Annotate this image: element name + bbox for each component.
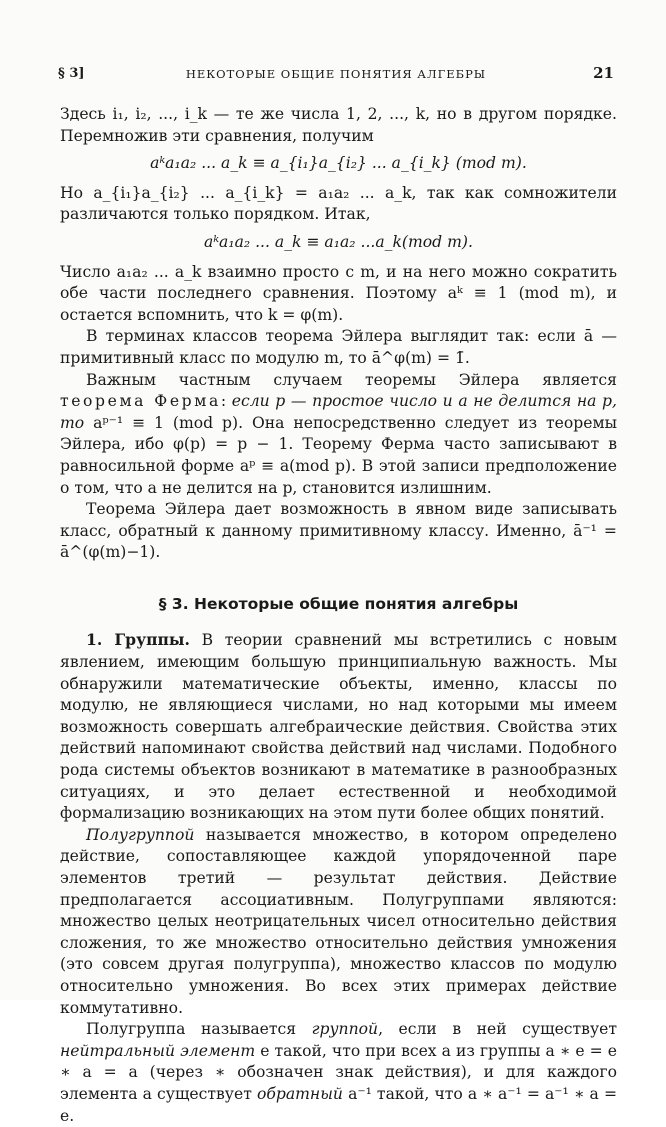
group-def-c: e такой, что при всех a из группы a ∗ e = e ∗ a = a (через ∗ обозначен знак действия), и для каждого элемента a существует (60, 1041, 617, 1103)
paragraph-2: Но a_{i₁}a_{i₂} ... a_{i_k} = a₁a₂ ... a_k, так как сомножители различаются только порядком. Итак, (60, 183, 617, 224)
formula-2: aᵏa₁a₂ ... a_k ≡ a₁a₂ ...a_k(mod m). (204, 232, 473, 251)
semigroup-definition (60, 825, 617, 1019)
p5-rest: aᵖ⁻¹ ≡ 1 (mod p). Она непосредственно следует из теоремы Эйлера, ибо φ(p) = p − 1. Теорему Ферма часто записывают в равносильной форме aᵖ ≡ a(mod p). В этой записи предположение о том, что a не делится на p, становится излишним. (60, 413, 617, 497)
section-title: § 3. Некоторые общие понятия алгебры (158, 594, 519, 613)
groups-paragraph-1 (60, 629, 617, 824)
group-definition (60, 1019, 617, 1127)
page-number: 21 (593, 64, 614, 82)
p5-intro: Важным частным случаем теоремы Эйлера является (86, 370, 617, 389)
paragraph-5: Важным частным случаем теоремы Эйлера является теорема Ферма: если p — простое число и a не делится на p, то aᵖ⁻¹ ≡ 1 (mod p). Она непосредственно следует из теоремы Эйлера, ибо φ(p) = p − 1. Теорему Ферма часто записывают в равносильной форме aᵖ ≡ a(mod p). В этой записи предположение о том, что a не делится на p, становится излишним. (60, 370, 617, 497)
group-def-b: , если в ней существует (378, 1020, 617, 1039)
group-def-a: Полугруппа называется (86, 1020, 297, 1039)
fermat-statement: если p — простое число и a не делится на p, то (60, 392, 617, 432)
semigroup-text: называется множество, в котором определено действие, сопоставляющее каждой упорядоченной паре элементов третий — результат действия. Действие предполагается ассоциативным. Полугруппами являются: множество целых неотрицательных чисел относительно действия сложения, то же множество относительно действия умножения (это совсем другая полугруппа), множество классов по модулю относительно умножения. Во всех этих примерах действие коммутативно. (60, 825, 617, 1017)
paragraph-6: Теорема Эйлера дает возможность в явном виде записывать класс, обратный к данному примитивному классу. Именно, ā⁻¹ = ā^(φ(m)−1). (60, 500, 617, 562)
inverse-term: обратный (256, 1084, 343, 1103)
group-def-d: a⁻¹ такой, что a ∗ a⁻¹ = a⁻¹ ∗ a = e. (60, 1084, 618, 1125)
groups-p7: В теории сравнений мы встретились с новым явлением, имеющим большую принципиальную важность. Мы обнаружили математические объекты, именно, классы по модулю, не являющиеся числами, но над которыми мы имеем возможность совершать алгебраические действия. Свойства этих действий напоминают свойства действий над числами. Подобного рода системы объектов возникают в математике в разнообразных ситуациях, и это делает естественной и необходимой формализацию возникающих на этом пути более общих понятий. (60, 631, 617, 823)
paragraph-4: В терминах классов теорема Эйлера выглядит так: если ā — примитивный класс по модулю m, то ā^φ(m) = 1̄. (60, 327, 617, 367)
page-header (58, 66, 614, 86)
paragraph-3: Число a₁a₂ ... a_k взаимно просто с m, и на него можно сократить обе части последнего сравнения. Поэтому aᵏ ≡ 1 (mod m), и остается вспомнить, что k = φ(m). (60, 262, 617, 324)
groups-heading: 1. Группы. (86, 630, 190, 650)
running-title: НЕКОТОРЫЕ ОБЩИЕ ПОНЯТИЯ АЛГЕБРЫ (185, 67, 487, 81)
group-term: группой (311, 1020, 379, 1039)
neutral-element-term: нейтральный элемент (60, 1041, 256, 1060)
paragraph-1: Здесь i₁, i₂, ..., i_k — те же числа 1, 2, ..., k, но в другом порядке. Перемножив эти сравнения, получим (60, 105, 617, 145)
formula-1: aᵏa₁a₂ ... a_k ≡ a_{i₁}a_{i₂} ... a_{i_k} (mod m). (150, 154, 527, 173)
fermat-theorem-term: теорема Ферма (60, 392, 221, 411)
page-body (60, 104, 617, 1127)
semigroup-term: Полугруппой (86, 825, 195, 844)
header-section: § 3] (58, 66, 85, 81)
